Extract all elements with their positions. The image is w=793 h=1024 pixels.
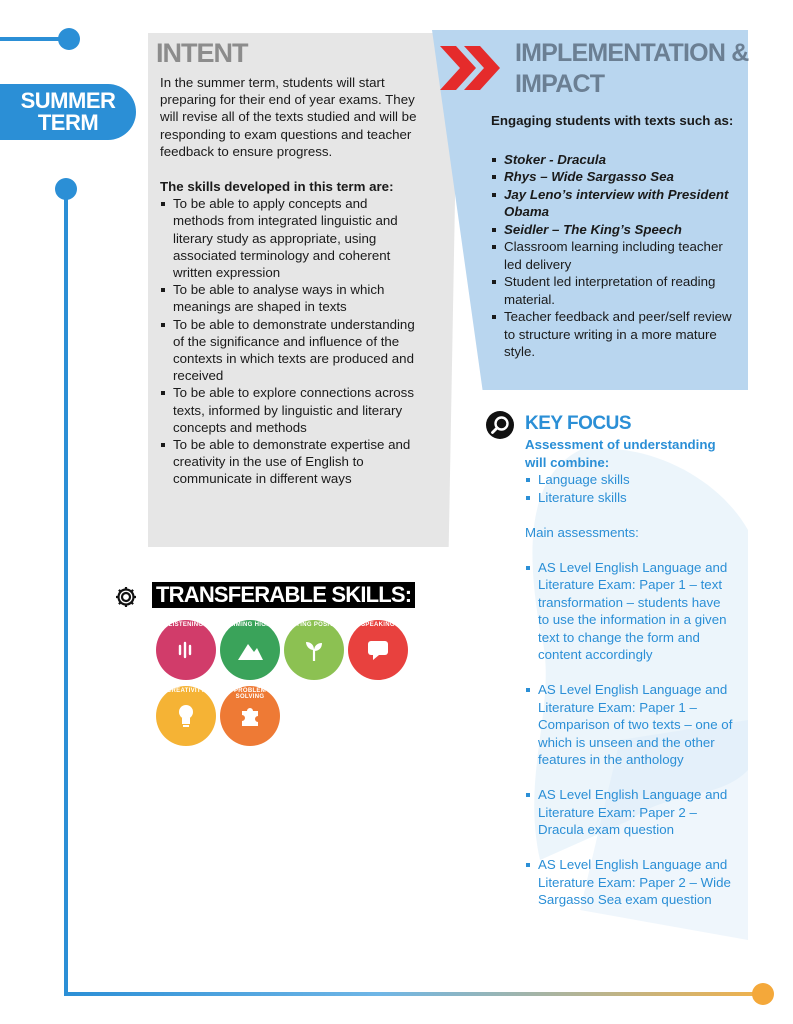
list-item: AS Level English Language and Literature Exam: Paper 1 – text transformation – students have to use the information in a given text to change the form and content accordingly	[525, 559, 735, 664]
assessments-list	[525, 559, 735, 664]
skill-badge-aiming-high	[220, 620, 280, 680]
skill-badge-creativity	[156, 686, 216, 746]
list-item: AS Level English Language and Literature Exam: Paper 1 – Comparison of two texts – one of which is unseen and the other features in the anthology	[525, 681, 735, 769]
skill-badge-speaking	[348, 620, 408, 680]
list-item: To be able to analyse ways in which meanings are shaped in texts	[160, 281, 422, 315]
speech-bubble-icon	[365, 637, 391, 663]
implementation-title	[515, 38, 755, 100]
list-item: To be able to explore connections across texts, informed by linguistic and literary concepts and methods	[160, 384, 422, 436]
list-item: Jay Leno’s interview with President Obama	[491, 186, 743, 221]
skill-badge-label: SPEAKING	[361, 622, 395, 628]
list-item: Teacher feedback and peer/self review to structure writing in a more mature style.	[491, 308, 743, 361]
intent-title: INTENT	[156, 38, 248, 68]
implementation-title-line1: IMPLEMENTATION &	[515, 39, 749, 67]
lightbulb-icon	[174, 702, 198, 730]
skills-heading: The skills developed in this term are:	[160, 179, 394, 195]
skill-badge-label: PROBLEM SOLVING	[233, 688, 267, 700]
list-item: Rhys – Wide Sargasso Sea	[491, 168, 743, 186]
timeline-vertical-line	[64, 190, 68, 996]
list-item: To be able to apply concepts and methods from integrated linguistic and literary study as appropriate, using associated terminology and coherent written expression	[160, 195, 422, 281]
main-assessments-heading: Main assessments:	[525, 524, 639, 540]
sprout-icon	[301, 637, 327, 663]
implementation-title-line2: IMPACT	[515, 70, 605, 98]
skill-badge-problem-solving	[220, 686, 280, 746]
intent-paragraph: In the summer term, students will start preparing for their end of year exams. They will revise all of the texts studied and will be responding to exam questions and teacher feedback to ensure progress.	[160, 75, 417, 159]
gear-icon	[114, 585, 138, 609]
assessments-list-3	[525, 786, 735, 839]
magnifier-icon	[486, 411, 514, 439]
timeline-bottom-line	[64, 992, 764, 996]
list-item: Literature skills	[525, 489, 735, 507]
skill-badge-label: CREATIVITY	[166, 688, 206, 694]
list-item: Stoker - Dracula	[491, 151, 743, 169]
list-item: Student led interpretation of reading material.	[491, 273, 743, 308]
implementation-body	[491, 112, 743, 361]
timeline-dot-top	[58, 28, 80, 50]
term-badge-line1: SUMMER	[20, 88, 116, 113]
skill-badge-listening	[156, 620, 216, 680]
list-item: Language skills	[525, 471, 735, 489]
transferable-skills-title: TRANSFERABLE SKILLS:	[152, 582, 415, 608]
key-focus-title: KEY FOCUS	[525, 413, 632, 434]
skills-list	[160, 195, 422, 487]
assessments-list-4	[525, 856, 735, 909]
texts-list	[491, 151, 743, 361]
term-badge	[0, 84, 136, 140]
list-item: To be able to demonstrate understanding of the significance and influence of the contexts in which texts are produced and received	[160, 316, 422, 385]
skill-badge-label: LISTENING	[168, 622, 204, 628]
implementation-intro: Engaging students with texts such as:	[491, 113, 734, 128]
timeline-dot-end	[752, 983, 774, 1005]
assessment-heading: Assessment of understanding will combine:	[525, 437, 716, 470]
assessment-skills-list	[525, 471, 735, 506]
list-item: AS Level English Language and Literature Exam: Paper 2 – Wide Sargasso Sea exam question	[525, 856, 735, 909]
skill-badge-label: AIMING HIGH	[229, 622, 271, 628]
list-item: To be able to demonstrate expertise and creativity in the use of English to communicate in different ways	[160, 436, 422, 488]
skill-badge-staying-positive	[284, 620, 344, 680]
key-focus-body	[525, 436, 735, 909]
list-item: Classroom learning including teacher led delivery	[491, 238, 743, 273]
term-badge-line2: TERM	[37, 110, 99, 135]
sound-waves-icon	[174, 638, 198, 662]
double-chevron-icon	[438, 46, 504, 90]
puzzle-icon	[237, 703, 263, 729]
list-item: Seidler – The King’s Speech	[491, 221, 743, 239]
timeline-top-line	[0, 37, 66, 41]
assessments-list-2	[525, 681, 735, 769]
list-item: AS Level English Language and Literature Exam: Paper 2 – Dracula exam question	[525, 786, 735, 839]
skill-badge-label: STAYING POSITIVE	[284, 622, 344, 628]
intent-body	[160, 74, 422, 488]
mountain-icon	[236, 638, 264, 662]
